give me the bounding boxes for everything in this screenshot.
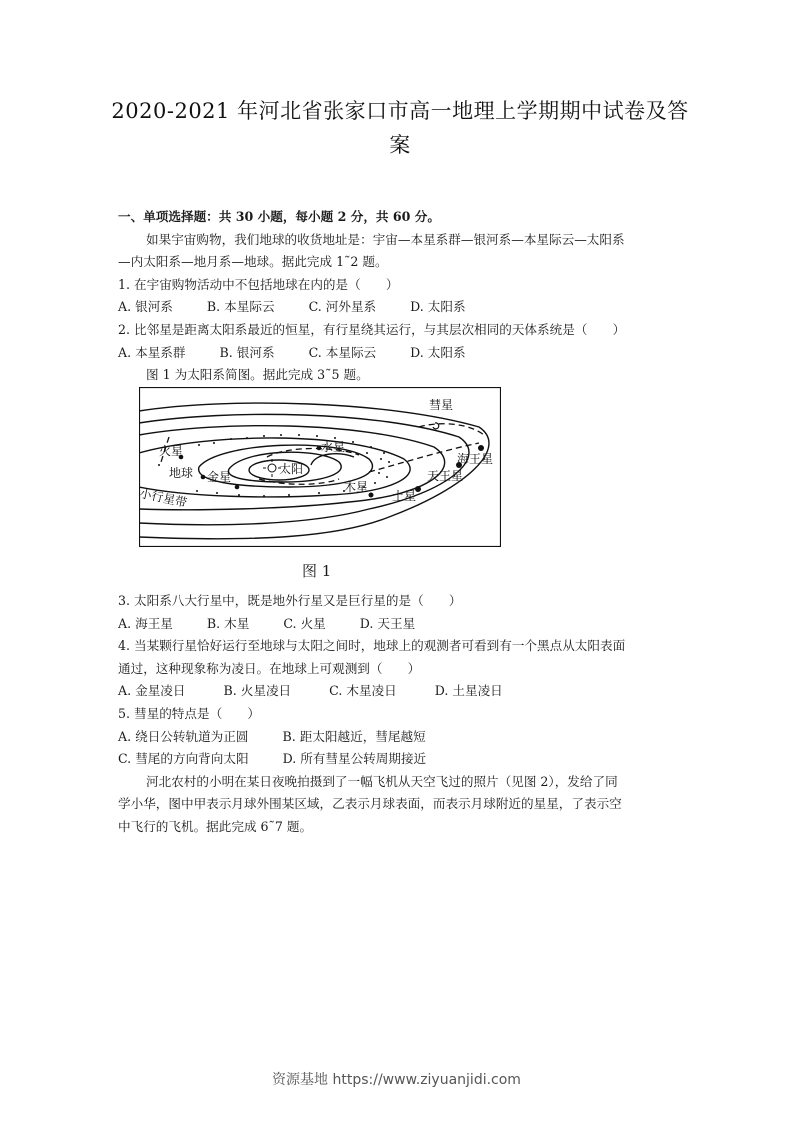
question-3-options — [118, 613, 688, 636]
label-comet: 彗星 — [429, 398, 454, 412]
option-b: B. 火星凌日 — [223, 683, 292, 699]
title-line-2: 案 — [389, 133, 411, 157]
section-heading: 一、单项选择题：共 30 小题，每小题 2 分，共 60 分。 — [118, 209, 440, 224]
option-d: D. 所有彗星公转周期接近 — [282, 751, 427, 767]
option-c: C. 彗尾的方向背向太阳 — [118, 751, 249, 767]
intro-1-line-1: 如果宇宙购物，我们地球的收货地址是：宇宙—本星系群—银河系—本星际云—太阳系 — [146, 231, 625, 247]
option-d: D. 太阳系 — [410, 299, 466, 315]
label-jupiter: 木星 — [344, 480, 369, 494]
option-d: D. 太阳系 — [410, 344, 466, 360]
option-c: C. 本星际云 — [308, 344, 377, 360]
questions-part-2 — [118, 590, 688, 839]
option-d: D. 土星凌日 — [434, 683, 503, 699]
option-a: A. 本星系群 — [118, 344, 186, 360]
option-b: B. 本星际云 — [206, 299, 275, 315]
question-2-options — [118, 342, 678, 365]
option-a: A. 海王星 — [118, 615, 173, 631]
intro-2: 图 1 为太阳系简图。据此完成 3˜5 题。 — [146, 367, 369, 383]
option-b: B. 距太阳越近，彗尾越短 — [282, 728, 426, 744]
label-asteroid-belt: 小行星带 — [139, 486, 189, 510]
solar-system-svg — [139, 387, 501, 547]
option-a: A. 绕日公转轨道为正圆 — [118, 728, 249, 744]
intro-3-line-3: 中飞行的飞机。据此完成 6˜7 题。 — [118, 818, 313, 834]
option-a: A. 银河系 — [118, 299, 173, 315]
label-saturn: 土星 — [392, 489, 417, 503]
solar-system-diagram — [139, 387, 501, 547]
figure-1-caption: 图 1 — [302, 562, 332, 580]
option-b: B. 银河系 — [219, 344, 275, 360]
option-c: C. 火星 — [283, 615, 326, 631]
questions-part-1 — [118, 206, 678, 387]
intro-3-line-1: 河北农村的小明在某日夜晚拍摄到了一幅飞机从天空飞过的照片（见图 2），发给了同 — [146, 773, 618, 789]
question-2-stem: 2. 比邻星是距离太阳系最近的恒星，有行星绕其运行，与其层次相同的天体系统是（ ） — [118, 321, 626, 337]
question-1-stem: 1. 在宇宙购物活动中不包括地球在内的是（ ） — [118, 276, 399, 292]
title-line-1: 2020-2021 年河北省张家口市高一地理上学期期中试卷及答 — [111, 99, 689, 123]
intro-1-line-2: —内太阳系—地月系—地球。据此完成 1˜2 题。 — [118, 254, 388, 270]
label-venus: 金星 — [207, 470, 232, 484]
question-5-stem: 5. 彗星的特点是（ ） — [118, 705, 260, 721]
question-3-stem: 3. 太阳系八大行星中，既是地外行星又是巨行星的是（ ） — [118, 593, 462, 608]
label-sun: 太阳 — [279, 462, 304, 476]
label-neptune: 海王星 — [457, 452, 494, 466]
question-5-options-row-2 — [118, 748, 688, 771]
question-4-options — [118, 680, 688, 703]
question-1-options — [118, 296, 678, 319]
option-c: C. 河外星系 — [308, 299, 377, 315]
question-5-options-row-1 — [118, 726, 688, 749]
intro-3-line-2: 学小华，图中甲表示月球外围某区域，乙表示月球表面，而表示月球附近的星星，了表示空 — [118, 796, 622, 812]
question-4-stem-line-1: 4. 当某颗行星恰好运行至地球与太阳之间时，地球上的观测者可看到有一个黑点从太阳表面 — [118, 638, 626, 654]
option-b: B. 木星 — [206, 615, 250, 631]
document-title — [100, 94, 700, 162]
label-mercury: 水星 — [321, 440, 346, 454]
option-a: A. 金星凌日 — [118, 683, 186, 699]
option-c: C. 木星凌日 — [329, 683, 397, 699]
footer-watermark: 资源基地 https://www.ziyuanjidi.com — [272, 1072, 521, 1088]
label-earth: 地球 — [169, 466, 194, 480]
question-4-stem-line-2: 通过，这种现象称为凌日。在地球上可观测到（ ） — [118, 660, 421, 676]
label-uranus: 天王星 — [427, 469, 464, 483]
label-mars: 火星 — [159, 444, 184, 458]
option-d: D. 天王星 — [359, 615, 416, 631]
